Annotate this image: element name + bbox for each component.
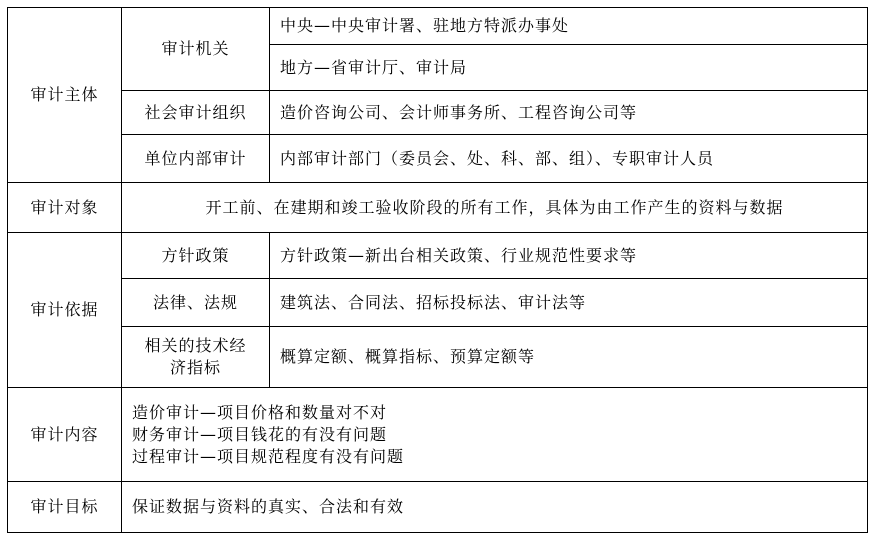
cell-internal-audit: 内部审计部门（委员会、处、科、部、组）、专职审计人员 [270, 135, 868, 183]
table-row [8, 482, 868, 533]
sub-label-tech-econ-line1: 相关的技术经 [144, 336, 247, 355]
cell-law: 建筑法、合同法、招标投标法、审计法等 [270, 279, 868, 327]
table-row [8, 8, 868, 45]
table-row [8, 327, 868, 388]
row-label-audit-subject: 审计主体 [8, 8, 122, 183]
sub-label-law: 法律、法规 [122, 279, 270, 327]
table-row [8, 233, 868, 279]
table-row [8, 183, 868, 233]
row-label-audit-goal: 审计目标 [8, 482, 122, 533]
cell-audit-object: 开工前、在建期和竣工验收阶段的所有工作，具体为由工作产生的资料与数据 [122, 183, 868, 233]
row-label-audit-basis: 审计依据 [8, 233, 122, 388]
table-row [8, 91, 868, 135]
cell-audit-goal: 保证数据与资料的真实、合法和有效 [122, 482, 868, 533]
cell-central: 中央—中央审计署、驻地方特派办事处 [270, 8, 868, 45]
sub-label-internal-audit: 单位内部审计 [122, 135, 270, 183]
cell-tech-econ: 概算定额、概算指标、预算定额等 [270, 327, 868, 388]
sub-label-social-audit: 社会审计组织 [122, 91, 270, 135]
audit-summary-table [7, 7, 868, 533]
content-line-finance: 财务审计—项目钱花的有没有问题 [132, 424, 388, 444]
sub-label-tech-econ-line2: 济指标 [169, 358, 221, 377]
table-row [8, 279, 868, 327]
cell-local: 地方—省审计厅、审计局 [270, 45, 868, 91]
content-line-cost: 造价审计—项目价格和数量对不对 [132, 402, 388, 422]
sub-label-tech-econ [122, 327, 270, 388]
cell-social-audit: 造价咨询公司、会计师事务所、工程咨询公司等 [270, 91, 868, 135]
table-row [8, 388, 868, 482]
row-label-audit-content: 审计内容 [8, 388, 122, 482]
cell-audit-content [122, 388, 868, 482]
cell-policy: 方针政策—新出台相关政策、行业规范性要求等 [270, 233, 868, 279]
content-line-process: 过程审计—项目规范程度有没有问题 [132, 446, 405, 466]
sub-label-audit-org: 审计机关 [122, 8, 270, 91]
table-row [8, 135, 868, 183]
sub-label-policy: 方针政策 [122, 233, 270, 279]
row-label-audit-object: 审计对象 [8, 183, 122, 233]
